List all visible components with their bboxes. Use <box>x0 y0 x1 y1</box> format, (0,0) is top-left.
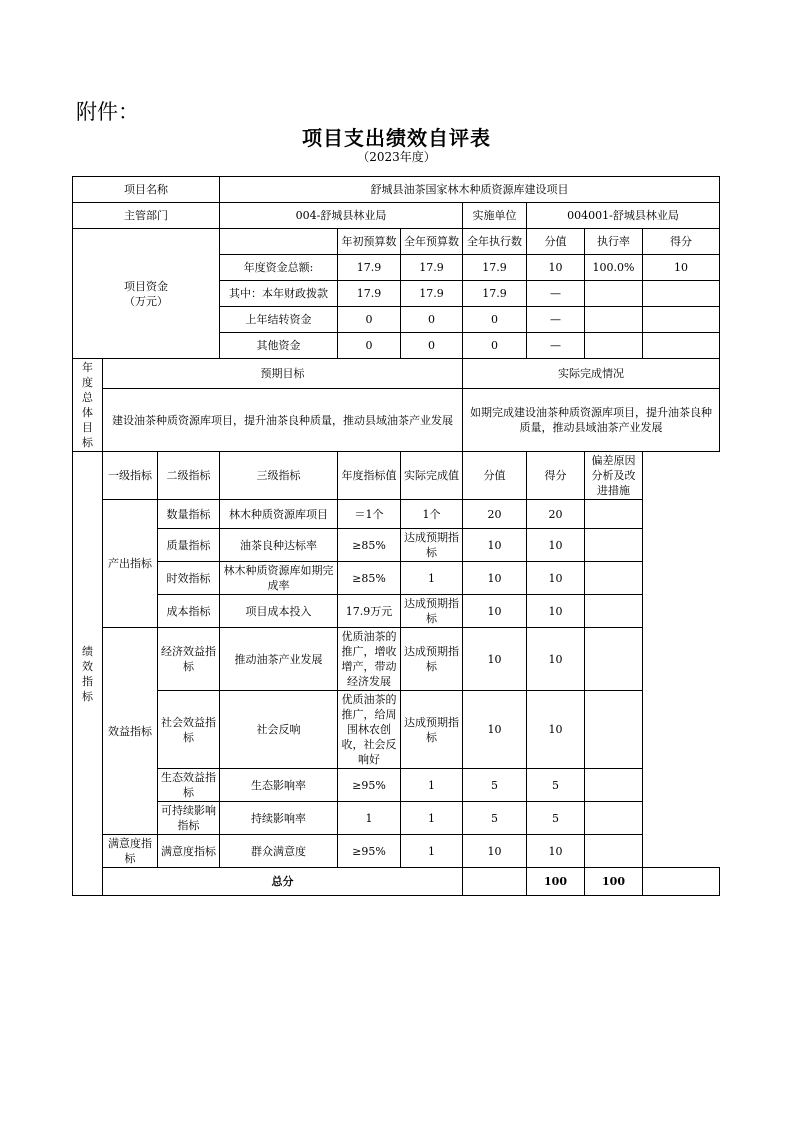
funds-row-label: 其中：本年财政拨款 <box>220 281 338 307</box>
indicator-row <box>73 595 720 628</box>
funds-header-blank <box>220 229 338 255</box>
performance-label: 绩 效 指 标 <box>73 452 103 896</box>
funds-header-full: 全年预算数 <box>401 229 463 255</box>
funds-row-label: 上年结转资金 <box>220 307 338 333</box>
department-row <box>73 203 720 229</box>
header-level3: 三级指标 <box>220 452 338 500</box>
indicator-deviation <box>585 691 643 769</box>
funds-score <box>643 307 720 333</box>
self-evaluation-table <box>72 176 720 896</box>
indicator-score-value: 5 <box>463 802 527 835</box>
department-value: 004-舒城县林业局 <box>220 203 463 229</box>
indicator-level2: 生态效益指标 <box>158 769 220 802</box>
header-level1: 一级指标 <box>103 452 158 500</box>
funds-label: 项目资金 （万元） <box>73 229 220 359</box>
implementing-unit-label: 实施单位 <box>463 203 527 229</box>
indicator-level3: 持续影响率 <box>220 802 338 835</box>
indicator-actual: 1 <box>401 562 463 595</box>
output-indicator-label: 产出指标 <box>103 500 158 628</box>
indicator-actual: 1 <box>401 835 463 868</box>
indicator-row <box>73 500 720 529</box>
indicator-level3: 林木种质资源库如期完成率 <box>220 562 338 595</box>
goals-actual-text: 如期完成建设油茶种质资源库项目，提升油茶良种质量，推动县域油茶产业发展 <box>463 389 720 452</box>
funds-header-rate: 执行率 <box>585 229 643 255</box>
header-level2: 二级指标 <box>158 452 220 500</box>
attachment-label: 附件： <box>76 100 139 124</box>
header-target: 年度指标值 <box>338 452 401 500</box>
indicator-score-value: 10 <box>463 529 527 562</box>
indicator-row <box>73 562 720 595</box>
total-label: 总分 <box>103 868 463 896</box>
indicator-level2: 满意度指标 <box>158 835 220 868</box>
indicator-actual: 达成预期指标 <box>401 628 463 691</box>
indicator-score: 10 <box>527 595 585 628</box>
funds-row-label: 其他资金 <box>220 333 338 359</box>
indicator-level2: 社会效益指标 <box>158 691 220 769</box>
indicator-deviation <box>585 500 643 529</box>
funds-score-value: 10 <box>527 255 585 281</box>
indicator-target: 17.9万元 <box>338 595 401 628</box>
indicator-score-value: 5 <box>463 769 527 802</box>
indicator-target: ≥95% <box>338 769 401 802</box>
header-score: 得分 <box>527 452 585 500</box>
indicator-row <box>73 802 720 835</box>
indicator-row <box>73 691 720 769</box>
implementing-unit-value: 004001-舒城县林业局 <box>527 203 720 229</box>
indicator-actual: 1 <box>401 802 463 835</box>
funds-rate <box>585 307 643 333</box>
goals-expected-header: 预期目标 <box>103 359 463 389</box>
indicator-level3: 油茶良种达标率 <box>220 529 338 562</box>
funds-exec: 17.9 <box>463 255 527 281</box>
project-name-value: 舒城县油茶国家林木种质资源库建设项目 <box>220 177 720 203</box>
indicator-score: 5 <box>527 802 585 835</box>
indicator-target: ≥85% <box>338 529 401 562</box>
funds-rate <box>585 333 643 359</box>
funds-exec: 0 <box>463 333 527 359</box>
indicator-level2: 可持续影响指标 <box>158 802 220 835</box>
total-deviation <box>643 868 720 896</box>
page-title: 项目支出绩效自评表 <box>302 126 491 150</box>
year-subtitle: （2023年度） <box>357 150 436 164</box>
indicator-target: ≥95% <box>338 835 401 868</box>
indicator-deviation <box>585 595 643 628</box>
funds-init: 17.9 <box>338 281 401 307</box>
indicator-score-value: 10 <box>463 562 527 595</box>
goals-header-row <box>73 359 720 389</box>
indicator-level3: 社会反响 <box>220 691 338 769</box>
indicator-target: ≥85% <box>338 562 401 595</box>
funds-score-value: — <box>527 333 585 359</box>
funds-init: 17.9 <box>338 255 401 281</box>
performance-header-row <box>73 452 720 500</box>
indicator-row <box>73 769 720 802</box>
indicator-row <box>73 628 720 691</box>
indicator-deviation <box>585 529 643 562</box>
goals-actual-header: 实际完成情况 <box>463 359 720 389</box>
indicator-score: 20 <box>527 500 585 529</box>
indicator-level3: 推动油茶产业发展 <box>220 628 338 691</box>
indicator-level2: 成本指标 <box>158 595 220 628</box>
indicator-actual: 达成预期指标 <box>401 529 463 562</box>
indicator-target: 优质油茶的推广，增收增产，带动经济发展 <box>338 628 401 691</box>
funds-score-value: — <box>527 281 585 307</box>
indicator-score: 10 <box>527 562 585 595</box>
indicator-score: 10 <box>527 691 585 769</box>
funds-rate: 100.0% <box>585 255 643 281</box>
indicator-actual: 达成预期指标 <box>401 691 463 769</box>
funds-init: 0 <box>338 307 401 333</box>
indicator-actual: 1个 <box>401 500 463 529</box>
department-label: 主管部门 <box>73 203 220 229</box>
indicator-score: 10 <box>527 835 585 868</box>
indicator-score-value: 10 <box>463 835 527 868</box>
funds-exec: 0 <box>463 307 527 333</box>
indicator-target: 优质油茶的推广，给周围林农创收，社会反响好 <box>338 691 401 769</box>
total-blank <box>463 868 527 896</box>
indicator-deviation <box>585 769 643 802</box>
indicator-target: 1 <box>338 802 401 835</box>
indicator-actual: 1 <box>401 769 463 802</box>
funds-header-init: 年初预算数 <box>338 229 401 255</box>
indicator-actual: 达成预期指标 <box>401 595 463 628</box>
header-deviation: 偏差原因分析及改进措施 <box>585 452 643 500</box>
funds-header-score-value: 分值 <box>527 229 585 255</box>
funds-full: 17.9 <box>401 255 463 281</box>
funds-score <box>643 333 720 359</box>
satisfaction-indicator-label: 满意度指标 <box>103 835 158 868</box>
funds-score-value: — <box>527 307 585 333</box>
indicator-level3: 林木种质资源库项目 <box>220 500 338 529</box>
indicator-level2: 时效指标 <box>158 562 220 595</box>
header-score-value: 分值 <box>463 452 527 500</box>
funds-row-label: 年度资金总额: <box>220 255 338 281</box>
indicator-score: 10 <box>527 529 585 562</box>
indicator-deviation <box>585 802 643 835</box>
funds-header-score: 得分 <box>643 229 720 255</box>
funds-init: 0 <box>338 333 401 359</box>
funds-exec: 17.9 <box>463 281 527 307</box>
project-name-label: 项目名称 <box>73 177 220 203</box>
header-actual: 实际完成值 <box>401 452 463 500</box>
indicator-score-value: 20 <box>463 500 527 529</box>
funds-header-exec: 全年执行数 <box>463 229 527 255</box>
funds-full: 17.9 <box>401 281 463 307</box>
indicator-level3: 生态影响率 <box>220 769 338 802</box>
funds-header-row <box>73 229 720 255</box>
indicator-row <box>73 529 720 562</box>
indicator-level2: 数量指标 <box>158 500 220 529</box>
indicator-score-value: 10 <box>463 628 527 691</box>
indicator-deviation <box>585 835 643 868</box>
funds-full: 0 <box>401 307 463 333</box>
goals-label: 年 度 总 体 目 标 <box>73 359 103 452</box>
indicator-level2: 质量指标 <box>158 529 220 562</box>
indicator-deviation <box>585 628 643 691</box>
indicator-score-value: 10 <box>463 595 527 628</box>
indicator-level2: 经济效益指标 <box>158 628 220 691</box>
indicator-target: ＝1个 <box>338 500 401 529</box>
benefit-indicator-label: 效益指标 <box>103 628 158 835</box>
indicator-deviation <box>585 562 643 595</box>
indicator-score-value: 10 <box>463 691 527 769</box>
funds-rate <box>585 281 643 307</box>
goals-expected-text: 建设油茶种质资源库项目，提升油茶良种质量，推动县域油茶产业发展 <box>103 389 463 452</box>
funds-full: 0 <box>401 333 463 359</box>
total-score: 100 <box>585 868 643 896</box>
indicator-row <box>73 835 720 868</box>
funds-score <box>643 281 720 307</box>
indicator-score: 5 <box>527 769 585 802</box>
indicator-level3: 项目成本投入 <box>220 595 338 628</box>
total-score-value: 100 <box>527 868 585 896</box>
project-name-row <box>73 177 720 203</box>
total-row <box>73 868 720 896</box>
funds-score: 10 <box>643 255 720 281</box>
goals-content-row <box>73 389 720 452</box>
indicator-score: 10 <box>527 628 585 691</box>
indicator-level3: 群众满意度 <box>220 835 338 868</box>
